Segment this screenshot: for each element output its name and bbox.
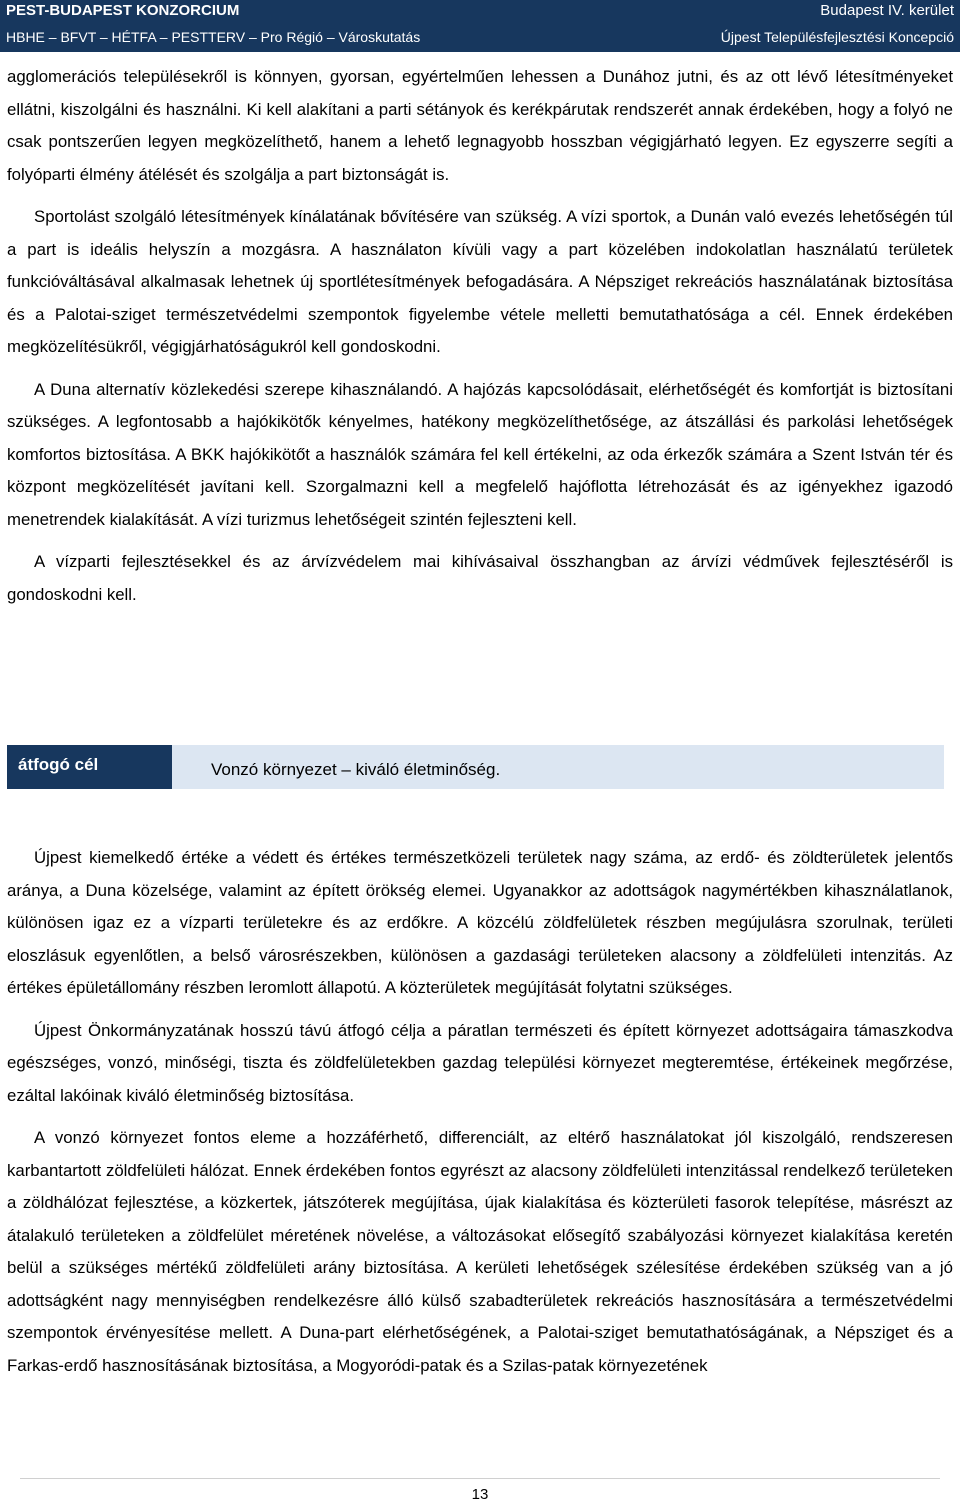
goal-text: Vonzó környezet – kiváló életminőség. bbox=[211, 760, 501, 779]
header-row-top bbox=[6, 0, 954, 20]
paragraph: A vízparti fejlesztésekkel és az árvízvédelem mai kihívásaival összhangban az árvízi védművek fejlesztéséről is gondoskodni kell. bbox=[7, 552, 953, 604]
paragraph: Sportolást szolgáló létesítmények kínálatának bővítésére van szükség. A vízi sportok, a Dunán való evezés lehetőségén túl a part is ideális helyszín a mozgásra. A használaton kívüli vagy a part közelében indokolatlan használatú területek funkcióváltásával alkalmasak lehetnek új sportlétesítmények befogadására. A Népsziget rekreációs használatának biztosítása és a Palotai-sziget természetvédelmi szempontok figyelembe vétele melletti bemutathatósága a cél. Ennek érdekében megközelítésükről, végigjárhatóságukról kell gondoskodni. bbox=[7, 207, 953, 356]
body-text-top bbox=[7, 61, 953, 611]
footer-divider bbox=[20, 1478, 940, 1479]
page-number: 13 bbox=[471, 1486, 489, 1503]
header-doc-title: Újpest Településfejlesztési Koncepció bbox=[720, 29, 954, 45]
paragraph: agglomerációs településekről is könnyen, gyorsan, egyértelműen lehessen a Dunához jutni, és az ott lévő létesítményeket ellátni, kiszolgálni és használni. Ki kell alakítani a parti sétányok és kerékpárutak rendszerét annak érdekében, hogy a folyó ne csak pontszerűen legyen megközelíthető, hanem a lehető legnagyobb hosszban végigjárható legyen. Ez egyszerre segíti a folyóparti élmény átélését és szolgálja a part biztonságát is. bbox=[7, 67, 953, 184]
header-partners: HBHE – BFVT – HÉTFA – PESTTERV – Pro Régió – Városkutatás bbox=[6, 29, 421, 45]
paragraph: Újpest Önkormányzatának hosszú távú átfogó célja a páratlan természeti és épített környezet adottságaira támaszkodva egészséges, vonzó, minőségi, tiszta és zöldfelületekben gazdag települési környezet megteremtése, értékeinek megőrzése, ezáltal lakóinak kiváló életminőség biztosítása. bbox=[7, 1020, 953, 1105]
body-text-bottom bbox=[7, 842, 953, 1382]
goal-banner bbox=[7, 745, 944, 789]
header-row-bottom bbox=[6, 27, 954, 47]
header-org: PEST-BUDAPEST KONZORCIUM bbox=[6, 1, 240, 19]
paragraph: A vonzó környezet fontos eleme a hozzáférhető, differenciált, az eltérő használatokat jól kiszolgáló, rendszeresen karbantartott zöldfelületi hálózat. Ennek érdekében fontos egyrészt az alacsony zöldfelületi intenzitással rendelkező területeken a zöldhálózat fejlesztése, a közkertek, játszóterek megújítása, újak kialakítása és közterületi fasorok telepítése, másrészt az átalakuló területeken a zöldfelület méretének növelése, a változásokat elősegítő szabályozási környezet kialakítása keretén belül a szükséges mértékű zöldfelületi arány biztosítása. A kerületi lehetőségek szélesítése érdekében szükség van a jó adottságként nagy mennyiségben rendelkezésre álló külső szabadterületek rekreációs hasznosítására a természetvédelmi szempontok érvényesítése mellett. A Duna-part elérhetőségének, a Palotai-sziget bemutathatóságának, a Népsziget és a Farkas-erdő hasznosításának biztosítása, a Mogyoródi-patak és a Szilas-patak környezetének bbox=[7, 1128, 953, 1375]
paragraph: A Duna alternatív közlekedési szerepe kihasználandó. A hajózás kapcsolódásait, elérhetőségét és komfortját is biztosítani szükséges. A legfontosabb a hajókikötők kényelmes, hatékony megközelíthetősége, az átszállási és parkolási lehetőségek komfortos biztosítása. A BKK hajókikötőt a használók számára fel kell értékelni, az oda érkezők számára a Szent István tér és központ megközelítését javítani kell. Szorgalmazni kell a megfelelő hajóflotta létrehozását és az igényekhez igazodó menetrendek kialakítását. A vízi turizmus lehetőségeit szintén fejleszteni kell. bbox=[7, 379, 953, 529]
header-district: Budapest IV. kerület bbox=[820, 1, 954, 19]
goal-label: átfogó cél bbox=[7, 745, 172, 789]
paragraph: Újpest kiemelkedő értéke a védett és értékes természetközeli területek nagy száma, az erdő- és zöldterületek jelentős aránya, a Duna közelsége, valamint az épített örökség elemei. Ugyanakkor az adottságok nagymértékben kihasználatlanok, különösen igaz ez a vízparti területekre és az erdőkre. A közcélú zöldfelületek részben megújulásra szorulnak, területi eloszlásuk egyenlőtlen, a belső városrészekben, különösen a gazdasági területeken alacsony a zöldfelületi intenzitás. Az értékes épületállomány részben leromlott állapotú. A közterületek megújítását folytatni szükséges. bbox=[7, 848, 953, 997]
page-header bbox=[0, 0, 960, 52]
